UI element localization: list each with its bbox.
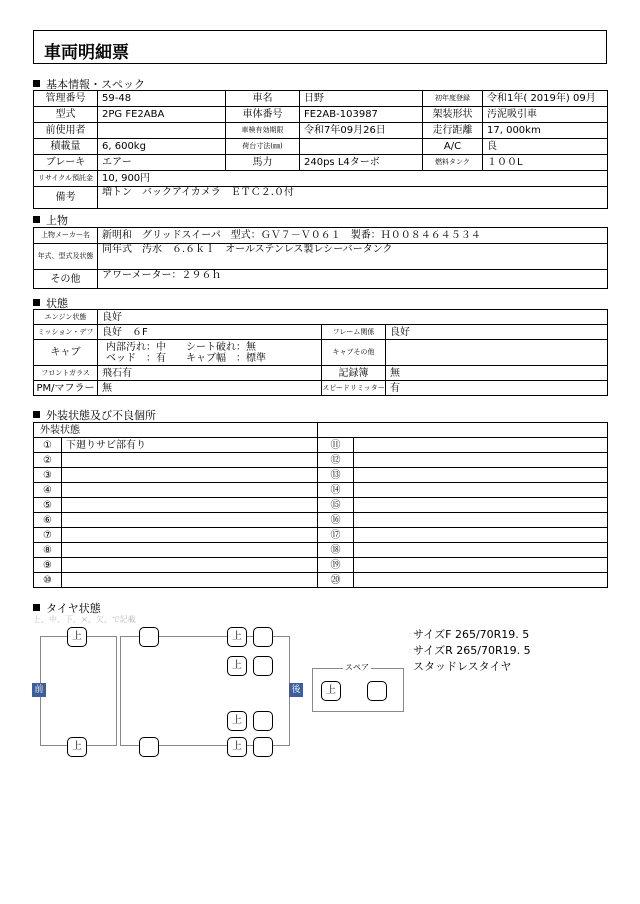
body-year-label: 年式、型式及状態 [34,244,98,270]
brake-value: エアー [98,155,226,171]
chassis-value: FE2AB-103987 [300,107,423,123]
ac-label: A/C [423,139,483,155]
exterior-text-left [62,498,318,513]
record-value: 無 [386,366,608,381]
mileage-value: 17, 000km [483,123,608,139]
tire-spare-2 [367,681,387,701]
exterior-no-left: ⑦ [34,528,62,543]
body-year-value: 同年式 汚水 ６.６ｋｌ オールステンレス製レシーバータンク [98,244,608,270]
exterior-text-right [354,453,608,468]
prev-user-label: 前使用者 [34,123,98,139]
first-reg-label: 初年度登録 [423,91,483,107]
exterior-no-right: ⑭ [318,483,354,498]
maker-value: 日野 [300,91,423,107]
front-label: 前 [32,683,46,697]
brake-label: ブレーキ [34,155,98,171]
tire-rear-right-outer-2: 上 [227,737,247,757]
speed-limiter-label: スピードリミッター [322,381,386,396]
tire-type: スタッドレスタイヤ [413,660,512,673]
exterior-row [34,573,608,588]
exterior-text-right [354,483,608,498]
chassis-label: 車体番号 [226,107,300,123]
model-label: 型式 [34,107,98,123]
section-condition-heading: 状態 [33,295,68,311]
recycle-label: リサイクル預託金 [34,171,98,187]
tire-front-left: 上 [67,627,87,647]
inspection-label: 車検有効期限 [226,123,300,139]
cab-other-label: キャブその他 [322,340,386,366]
exterior-text-right [354,498,608,513]
tire-size-front: サイズF 265/70R19. 5 [413,628,530,641]
exterior-text-left [62,513,318,528]
frame-value: 良好 [386,325,608,340]
exterior-table [33,422,608,588]
ac-value: 良 [483,139,608,155]
exterior-header: 外装状態 [34,423,318,438]
exterior-no-left: ① [34,438,62,453]
body-type-value: 汚泥吸引車 [483,107,608,123]
tire-rear-left-outer-2: 上 [227,656,247,676]
tire-rear-left-outer-1: 上 [227,627,247,647]
exterior-no-right: ⑪ [318,438,354,453]
exterior-no-left: ⑤ [34,498,62,513]
body-type-label: 架装形状 [423,107,483,123]
exterior-no-right: ⑱ [318,543,354,558]
exterior-no-left: ④ [34,483,62,498]
exterior-no-right: ⑲ [318,558,354,573]
exterior-no-left: ⑨ [34,558,62,573]
tire-middle-right [139,737,159,757]
exterior-no-left: ② [34,453,62,468]
fuel-tank-value: １００L [483,155,608,171]
tire-rear-right-outer-1: 上 [227,711,247,731]
remarks-label: 備考 [34,187,98,209]
page-title: 車両明細票 [44,43,129,63]
rear-label: 後 [289,683,303,697]
section-basic-heading: 基本情報・スペック [33,76,145,92]
muffler-label: PM/マフラー [34,381,98,396]
exterior-row [34,468,608,483]
body-maker-value: 新明和 グリッドスイーパ 型式：ＧＶ７－Ｖ０６１ 製番：Ｈ００８４６４５３４ [98,228,608,244]
exterior-no-right: ⑮ [318,498,354,513]
glass-label: フロントガラス [34,366,98,381]
prev-user-value [98,123,226,139]
exterior-row [34,513,608,528]
exterior-text-right [354,468,608,483]
tire-rear-right-inner-1 [253,711,273,731]
exterior-text-left [62,528,318,543]
condition-table [33,309,608,396]
title-box [33,30,607,64]
hp-value: 240ps L4ターボ [300,155,423,171]
exterior-text-left [62,453,318,468]
cab-line-1: 内部汚れ：中 シート破れ：無 [106,341,256,353]
exterior-row [34,498,608,513]
engine-value: 良好 [98,310,608,325]
frame-label: フレーム関係 [322,325,386,340]
exterior-row [34,438,608,453]
hp-label: 馬力 [226,155,300,171]
exterior-text-right [354,573,608,588]
exterior-no-right: ⑳ [318,573,354,588]
inspection-value: 令和7年09月26日 [300,123,423,139]
exterior-row [34,453,608,468]
exterior-no-right: ⑯ [318,513,354,528]
tire-legend: 上、中、下、×、欠、で記載 [33,615,136,624]
glass-value: 飛石有 [98,366,322,381]
tire-middle-left [139,627,159,647]
tire-size-rear: サイズR 265/70R19. 5 [413,644,531,657]
cab-label: キャブ [34,340,98,366]
exterior-row [34,483,608,498]
exterior-text-right [354,558,608,573]
record-label: 記録簿 [322,366,386,381]
body-other-value: アワーメーター：２９６ｈ [98,270,608,289]
mission-value: 良好 ６F [98,325,322,340]
tire-rear-right-inner-2 [253,737,273,757]
exterior-text-left [62,483,318,498]
cab-value [98,340,322,366]
tire-front-right: 上 [67,737,87,757]
cab-line-2: ベッド ：有 キャブ幅 ：標準 [106,352,266,364]
exterior-row [34,528,608,543]
mileage-label: 走行距離 [423,123,483,139]
exterior-text-left: 下廻りサビ部有り [62,438,318,453]
exterior-no-right: ⑰ [318,528,354,543]
engine-label: エンジン状態 [34,310,98,325]
spare-label: スペア [345,663,369,672]
basic-spec-table [33,90,608,209]
capacity-value: 6, 600kg [98,139,226,155]
exterior-header-blank [318,423,608,438]
exterior-text-right [354,513,608,528]
maker-label: 車名 [226,91,300,107]
tire-rear-left-inner-1 [253,627,273,647]
muffler-value: 無 [98,381,322,396]
first-reg-value: 令和1年( 2019年) 09月 [483,91,608,107]
body-maker-label: 上物メーカー名 [34,228,98,244]
exterior-text-left [62,543,318,558]
recycle-value: 10, 900円 [98,171,608,187]
mission-label: ミッション・デフ [34,325,98,340]
exterior-text-left [62,573,318,588]
exterior-no-right: ⑬ [318,468,354,483]
model-value: 2PG FE2ABA [98,107,226,123]
body-other-label: その他 [34,270,98,289]
tire-rear-left-inner-2 [253,656,273,676]
exterior-no-left: ⑧ [34,543,62,558]
mgmt-no-label: 管理番号 [34,91,98,107]
mgmt-no-value: 59-48 [98,91,226,107]
exterior-no-left: ⑩ [34,573,62,588]
cab-other-value [386,340,608,366]
exterior-text-right [354,528,608,543]
body-table [33,227,608,289]
exterior-text-left [62,558,318,573]
speed-limiter-value: 有 [386,381,608,396]
exterior-row [34,558,608,573]
capacity-label: 積載量 [34,139,98,155]
section-tire-heading: タイヤ状態 [33,600,101,616]
exterior-text-left [62,468,318,483]
deck-size-label: 荷台寸法(㎜) [226,139,300,155]
remarks-value: 増トン バックアイカメラ ＥＴＣ２.０付 [98,187,608,209]
section-body-heading: 上物 [33,212,68,228]
section-exterior-heading: 外装状態及び不良個所 [33,407,156,423]
tire-spare-1: 上 [321,681,341,701]
deck-size-value [300,139,423,155]
exterior-row [34,543,608,558]
exterior-no-left: ⑥ [34,513,62,528]
exterior-text-right [354,438,608,453]
exterior-no-right: ⑫ [318,453,354,468]
exterior-text-right [354,543,608,558]
exterior-no-left: ③ [34,468,62,483]
fuel-tank-label: 燃料タンク [423,155,483,171]
